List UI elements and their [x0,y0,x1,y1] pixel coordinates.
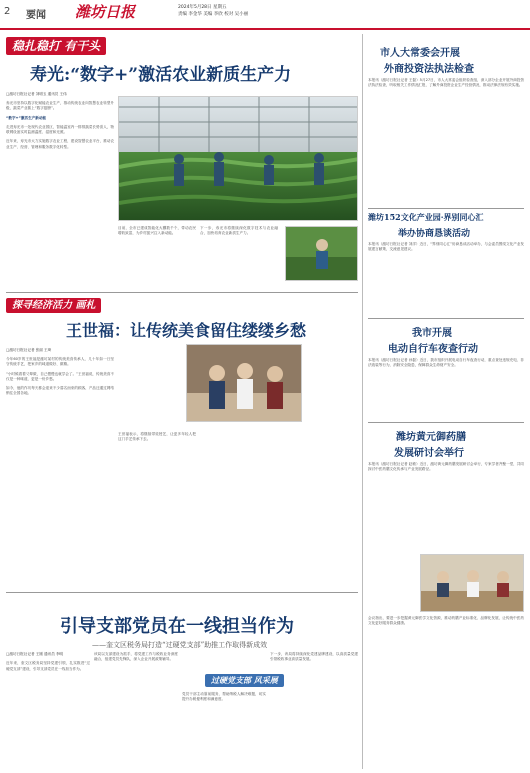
right-item4-text: 本报讯（潍坊日报社记者 赵敏）近日，潍坊黄元御药膳发展研讨会举行，专家学者齐聚一堂，共同探讨中医药膳文化传承与产业发展路径。 [368,462,524,472]
meeting-illustration [421,555,524,612]
article3-col2 [94,652,178,663]
section-name: 要闻 [26,10,46,21]
divider [6,292,358,293]
right-item1-title: 市人大常委会开展 [380,48,460,59]
article2-paragraph: 王世福表示，将继续带徒授艺，让更多年轻人把这门手艺传承下去。 [118,432,196,442]
divider [368,208,524,209]
article2-paragraph: 今年60岁的王世福是潍坊某村的传统美食传承人，几十年如一日坚守传统手艺，把家乡的味道做好、做精。 [6,357,114,367]
right-tail-text: 会议指出，要进一步挖掘黄元御医学文化资源，推动药膳产业标准化、品牌化发展，让传统中医药文化更好服务群众健康。 [368,616,524,626]
masthead [0,0,530,30]
right-item3-subtitle: 电动自行车夜查行动 [388,344,478,355]
right-item2-body [368,242,524,253]
article3-col3 [182,692,266,703]
article3-byline: □潍坊日报社记者 王刚 通讯员 李明 [6,652,64,656]
seedling-photo [285,226,358,281]
meta-date: 2024年5月28日 星期五 [178,5,227,10]
page-number: 2 [4,6,11,17]
people-illustration [187,345,302,422]
meta-editors: 责编 李金华 美编 李欣 校对 吴小丽 [178,12,249,17]
masthead-meta [178,4,248,18]
right-item4-subtitle: 发展研讨会举行 [394,448,464,459]
article2-paragraph: “小时候看着父辈做，自己慢慢也就学会了。”王世福说，传统美食不仅是一种味道，更是一份乡愁。 [6,371,114,381]
greenhouse-photo [118,96,358,221]
right-item3-text: 本报讯（潍坊日报社记者 孙磊）近日，我市组织开展电动自行车夜查行动，重点查处违规充电、非法改装等行为，消除安全隐患，保障群众生命财产安全。 [368,358,524,368]
article1-caption: “数字+”激活生产新动能 [6,115,47,120]
article2-byline: □潍坊日报社记者 张丽 王琦 [6,348,52,352]
article1-paragraph: 目前，全市已建成智能化大棚数千个，带动农民增收致富，为乡村振兴注入新动能。 [118,226,196,236]
divider [368,318,524,319]
article1-paragraph: 走进寿光市一处现代农业园区，智能温室内一排排蔬菜长势喜人，物联网设备实时监测温度、湿度和光照。 [6,124,114,135]
right-item3-title: 我市开展 [412,328,452,339]
right-item1-body [368,78,524,89]
greenhouse-illustration [119,97,358,221]
article1-paragraph: 寿光市坚持以数字化赋能农业生产，推动传统农业向智慧农业转型升级，蔬菜产业插上“数字翅膀”。 [6,101,114,111]
right-item1-subtitle: 外商投资法执法检查 [384,64,474,75]
right-item2-title: 潍坊152文化产业园·界别同心汇 [368,212,484,222]
article1-col1 [6,101,114,150]
article1-col-bottom2 [200,226,278,237]
right-tail-body [368,616,524,627]
article2-title: 王世福：让传统美食留住缕缕乡愁 [66,321,307,340]
article3-paragraph: 近年来，奎文区税务局坚持党建引领，扎实推进“过硬党支部”建设，引导支部党员在一线担当作为。 [6,661,90,671]
article1-paragraph: 近年来，寿光市大力实施数字农业工程，建设智慧农业平台，推动农业生产、经营、管理和服务数字化转型。 [6,139,114,149]
banner-mid: 探寻经济活力 画札 [6,298,101,313]
seedling-illustration [286,227,358,281]
article3-paragraph: 该局以支部建设为抓手，将党建工作与税收业务深度融合，组建党员先锋队，深入企业开展政策辅导。 [94,652,178,662]
divider [6,592,358,593]
article2-col2 [118,432,196,443]
article2-col1 [6,357,114,397]
article3-col4 [270,652,358,663]
article3-subtitle: ——奎文区税务局打造“过硬党支部”助推工作取得新成效 [92,641,268,649]
article1-title: 寿光:“数字+”激活农业新质生产力 [30,65,292,85]
right-item4-body [368,462,524,473]
article3-col1 [6,652,90,672]
right-item2-text: 本报讯（潍坊日报社记者 刘洋）近日，“界别同心汇”协商恳谈活动举办，与会委员围绕文化产业发展建言献策，交流意见建议。 [368,242,524,252]
article1-byline: □潍坊日报社记者 刘明玉 通讯员 王伟 [6,92,67,96]
right-item2-subtitle: 举办协商恳谈活动 [398,229,471,239]
article1-paragraph: 下一步，寿光市将继续深化数字技术与农业融合，加快培育农业新质生产力。 [200,226,278,236]
paper-name: 潍坊日报 [75,3,136,21]
article2-paragraph: 如今，他的作坊每天都会迎来不少慕名而来的顾客，产品还通过网络销往全国各地。 [6,386,114,396]
right-item3-body [368,358,524,369]
meeting-photo [420,554,524,612]
article3-paragraph: 党员干部主动靠前服务，帮助纳税人解决难题，切实提升办税便利度和满意度。 [182,692,266,702]
article3-paragraph: 下一步，该局将持续深化党建品牌建设，以高质量党建引领税收事业高质量发展。 [270,652,358,662]
people-photo [186,344,302,422]
divider [368,422,524,423]
banner-top: 稳扎稳打 有干头 [6,37,106,55]
right-item4-title: 潍坊黄元御药膳 [396,432,466,443]
article1-col-bottom1 [118,226,196,237]
right-item1-text: 本报讯（潍坊日报社记者 王磊）5月27日，市人大常委会组织检查组，深入部分企业开展外商投资法执法检查，听取相关工作情况汇报，了解外商投资企业生产经营情况，推动法律法规有效实施。 [368,78,524,88]
article3-title: 引导支部党员在一线担当作为 [60,616,294,637]
article3-banner: 过硬党支部 风采展 [205,674,284,687]
column-divider [362,34,363,769]
